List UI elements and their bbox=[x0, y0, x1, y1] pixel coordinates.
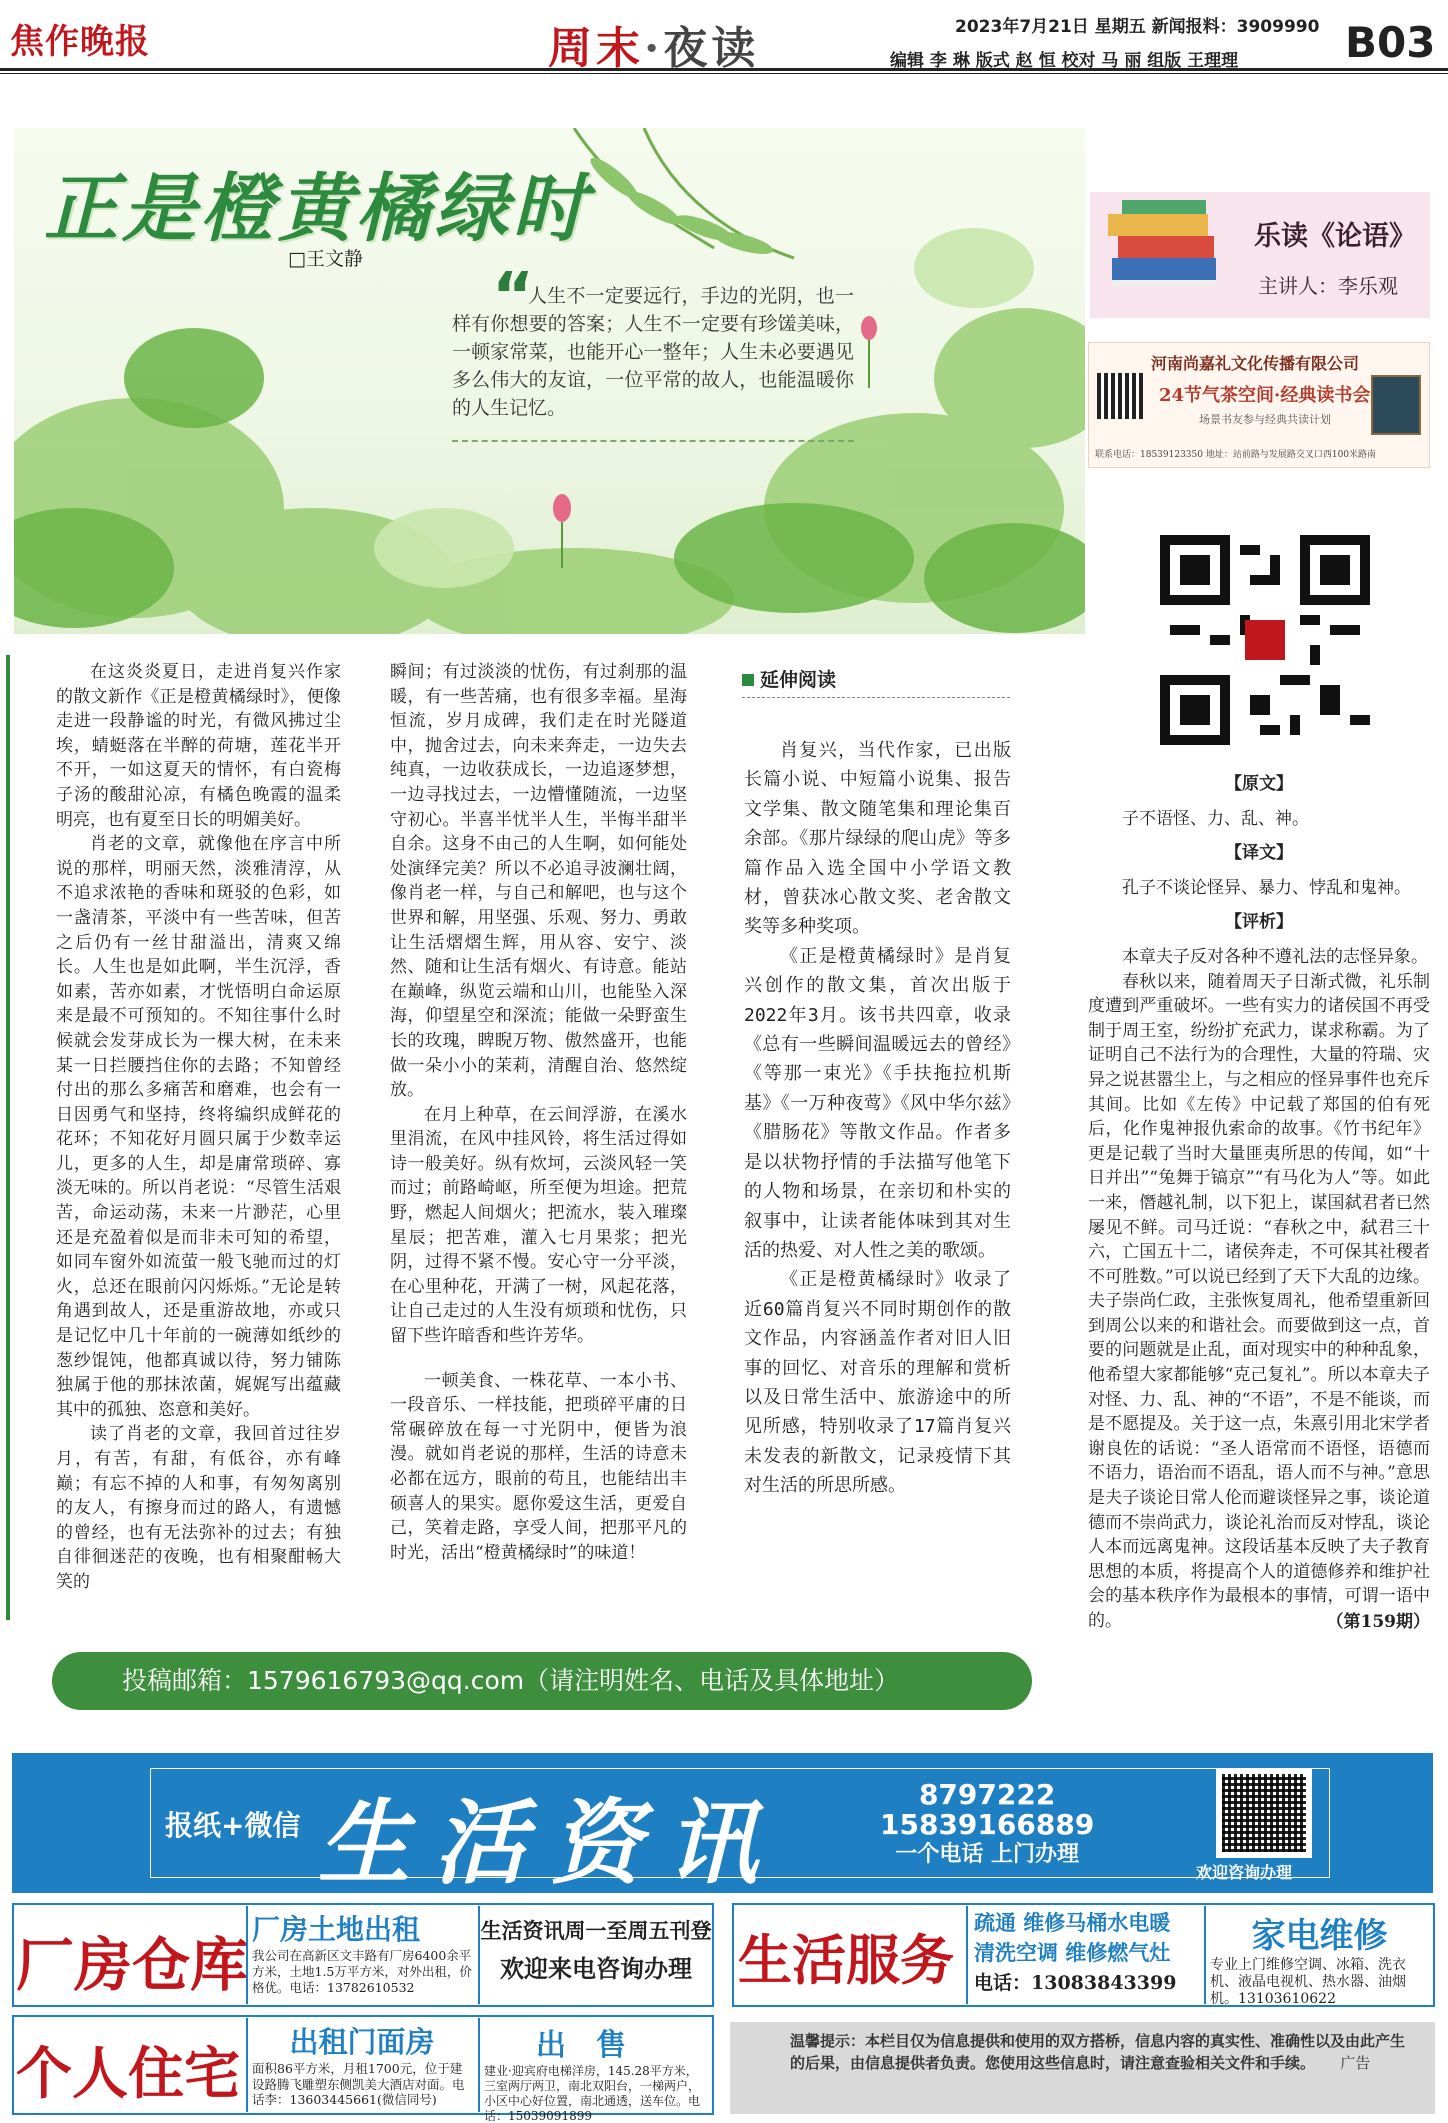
life-service-label: 生活服务 bbox=[738, 1929, 954, 1992]
life-info-prefix: 报纸+微信 bbox=[165, 1809, 301, 1842]
qr-pattern-icon bbox=[1222, 1774, 1306, 1852]
article-paragraph: 肖老的文章，就像他在序言中所说的那样，明丽天然，淡雅清淳，从不追求浓艳的香味和斑驳的色彩，如一盏清茶，平淡中有一些苦味，但苦之后仍有一丝甘甜溢出，清爽又绵长。人生也是如此啊，半生沉浮，香如素，苦亦如素，才恍悟明白命运原来是最不可预知的。不知往事什么时候就会发芽成长为一棵大树，在未来某一日拦腰挡住你的去路；不知曾经付出的那么多痛苦和磨难，也会有一日因勇气和坚持，终将编织成鲜花的花环；不知花好月圆只属于少数幸运儿，更多的人生，却是庸常琐碎、寡淡无味的。所以肖老说：“尽管生活艰苦，命运动荡，未来一片渺茫，心里还是充盈着似是而非未可知的希望，如同车窗外如流萤一般飞驰而过的灯火，总还在眼前闪闪烁烁。”无论是转角遇到故人，还是重游故地，亦或只是记忆中几十年前的一碗薄如纸纱的葱纱馄饨，他都真诚以待，努力铺陈独属于他的那抹浓菌，娓娓写出蕴藏其中的孤独、恣意和美好。 bbox=[56, 834, 341, 1420]
issue-number: （第159期） bbox=[1326, 1611, 1430, 1632]
article-pull-quote: 人生不一定要远行，手边的光阴，也一样有你想要的答案；人生不一定要有珍馐美味，一顿家常菜，也能开心一整年；人生未必要遇见多么伟大的友谊，一位平常的故人，也能温暖你的人生记忆。 bbox=[452, 285, 854, 419]
extended-paragraph: 《正是橙黄橘绿时》是肖复兴创作的散文集，首次出版于2022年3月。该书共四章，收录《总有一些瞬间温暖远去的曾经》《等那一束光》《手扶拖拉机斯基》《一万种夜莺》《风中华尔兹》《腊肠花》等散文作品。作者多是以状物抒情的手法描写他笔下的人物和场景，在亲切和朴实的叙事中，让读者能体味到其对生活的热爱、对人性之美的歌颂。 bbox=[744, 945, 1011, 1261]
weekly-ad bbox=[478, 1906, 712, 2004]
yuanwen-heading: 【原文】 bbox=[1225, 774, 1293, 794]
quote-divider bbox=[452, 440, 854, 442]
life-qr-caption: 欢迎咨询办理 bbox=[1196, 1863, 1293, 1882]
pingxi-paragraph: 本章夫子反对各种不遵礼法的志怪异象。 bbox=[1122, 946, 1428, 967]
life-service-line-2: 清洗空调 维修燃气灶 bbox=[974, 1941, 1171, 1965]
life-slogan: 一个电话 上门办理 bbox=[895, 1842, 1079, 1867]
ad-qr-icon bbox=[1097, 373, 1143, 419]
header-rule bbox=[0, 68, 1448, 74]
article-side-bar bbox=[6, 655, 10, 1620]
page-number: B03 bbox=[1345, 18, 1436, 67]
paper-name: 焦作晚报 bbox=[10, 22, 150, 62]
section-name: 周末 bbox=[548, 23, 644, 74]
ad-company-name: 河南尚嘉礼文化传播有限公司 bbox=[1151, 354, 1360, 373]
appliance-ad bbox=[1204, 1906, 1433, 2007]
sale-body: 建业·迎宾府电梯洋房，145.28平方米，三室两厅两卫，南北双阳台，一梯两户，小区中心好位置，南北通透，送车位。电话：15039091899 bbox=[484, 2064, 701, 2123]
submission-email-bar: 投稿邮箱：1579616793@qq.com（请注明姓名、电话及具体地址） bbox=[52, 1652, 1032, 1710]
sale-title: 出售 bbox=[536, 2028, 656, 2063]
ad-book-icon bbox=[1371, 375, 1421, 435]
lunyu-content bbox=[1088, 772, 1430, 1634]
appliance-title: 家电维修 bbox=[1251, 1916, 1388, 1956]
extended-reading-column bbox=[744, 736, 1011, 1501]
extended-paragraph: 《正是橙黄橘绿时》收录了近60篇肖复兴不同时期创作的散文作品，内容涵盖作者对旧人旧事的回忆、对音乐的理解和赏析以及日常生活中、旅游途中的所见所感，特别收录了17篇肖复兴未发表的新散文，记录疫情下其对生活的所思所感。 bbox=[744, 1269, 1011, 1497]
factory-ad bbox=[246, 1906, 476, 2004]
weekly-line-2: 欢迎来电咨询办理 bbox=[500, 1954, 692, 1983]
article-paragraph: 一顿美食、一株花草、一本小书、一段音乐、一样技能，把琐碎平庸的日常碾碎放在每一寸光阴中，便皆为浪漫。就如肖老说的那样，生活的诗意未必都在远方，眼前的苟且，也能结出丰硕喜人的果实。愿你爱这生活，更爱自己，笑着走路，享受人间，把那平凡的时光，活出“橙黄橘绿时”的味道！ bbox=[390, 1370, 687, 1563]
life-phone-2: 15839166889 bbox=[880, 1808, 1095, 1841]
ad-contact: 联系电话：18539123350 地址：站前路与发展路交叉口西100米路南 bbox=[1095, 450, 1377, 460]
article-paragraph: 瞬间；有过淡淡的忧伤，有过刹那的温暖，有一些苦痛，也有很多幸福。星海恒流，岁月成碑，我们走在时光隧道中，抛舍过去，向未来奔走，一边失去纯真，一边收获成长，一边追逐梦想，一边寻找过去，一边懵懂随流，一边坚守初心。半喜半忧半人生，半悔半甜半自余。这身不由己的人生啊，如何能处处演绎完美？所以不必追寻波澜壮阔，像肖老一样，与自己和解吧，也与这个世界和解，用坚强、乐观、努力、勇敢让生活熠熠生辉，用从容、安宁、淡然、随和让生活有烟火、有诗意。能站在巅峰，纵览云端和山川，也能坠入深海，仰望星空和深流；能做一朵野蛮生长的玫瑰，睥睨万物、傲然盛开，也能做一朵小小的茉莉，清醒自治、悠然绽放。 bbox=[390, 662, 687, 1101]
factory-label: 厂房仓库 bbox=[16, 1931, 249, 1999]
life-service-phone: 电话：13083843399 bbox=[974, 1972, 1177, 1994]
ad-slogan: 24节气茶空间·经典读书会 bbox=[1159, 385, 1371, 406]
extended-reading-heading: 延伸阅读 bbox=[742, 665, 836, 692]
lunyu-title: 乐读《论语》 bbox=[1254, 221, 1416, 252]
housing-label: 个人住宅 bbox=[16, 2042, 240, 2107]
date-line: 2023年7月21日 星期五 新闻报料：3909990 bbox=[955, 17, 1320, 37]
life-service-ad bbox=[966, 1906, 1202, 2004]
life-service-line-1: 疏通 维修马桶水电暖 bbox=[974, 1911, 1171, 1935]
life-phone-1: 8797222 bbox=[918, 1778, 1056, 1811]
notice-text: 温馨提示：本栏目仅为信息提供和使用的双方搭桥，信息内容的真实性、准确性以及由此产生的后果，由信息提供者负责。您使用这些信息时，请注意查验相关文件和手续。 bbox=[790, 2032, 1406, 2072]
housing-ad bbox=[246, 2018, 476, 2112]
article-paragraph: 在月上种草，在云间浮游，在溪水里涓流，在风中挂风铃，将生活过得如诗一般美好。纵有炊坷，云淡风轻一笑而过；前路崎岖，所至便为坦途。把荒野，燃起人间烟火；把流水，装入璀璨星辰；把苦难，灌入七月果浆；把光阴，过得不紧不慢。安心守一分平淡，在心里种花，开满了一树，风起花落，让自己走过的人生没有烦琐和忧伤，只留下些许暗香和些许芳华。 bbox=[390, 1104, 687, 1347]
article-paragraph: 读了肖老的文章，我回首过往岁月，有苦，有甜，有低谷，亦有峰巅；有忘不掉的人和事，有匆匆离别的友人，有擦身而过的路人，有遗憾的曾经，也有无法弥补的过去；有独自徘徊迷茫的夜晚，也有相聚酣畅大笑的 bbox=[56, 1424, 341, 1592]
yiwen-text: 孔子不谈论怪异、暴力、悖乱和鬼神。 bbox=[1122, 877, 1411, 898]
article-title: 正是橙黄橘绿时 bbox=[44, 166, 590, 252]
notice-tag: 广告 bbox=[1340, 2054, 1371, 2072]
housing-body: 面积86平方米，月租1700元，位于建设路腾飞雕塑东侧凯美大酒店对面。电话李：13603445661(微信同号) bbox=[252, 2061, 465, 2107]
article-column-1 bbox=[56, 660, 341, 1595]
article-column-2 bbox=[390, 660, 687, 1565]
appliance-body: 专业上门维修空调、冰箱、洗衣机、液晶电视机、热水器、油烟机。13103610622 bbox=[1210, 1957, 1406, 2007]
article-byline: □王文静 bbox=[288, 248, 363, 270]
sale-ad bbox=[478, 2018, 712, 2123]
life-info-phones bbox=[880, 1780, 1094, 1870]
books-icon bbox=[1104, 196, 1224, 292]
disclaimer-notice bbox=[730, 2022, 1435, 2114]
quote-mark-icon: “ bbox=[492, 260, 535, 334]
life-info-title: 生活资讯 bbox=[318, 1790, 783, 1897]
article-paragraph: 在这炎炎夏日，走进肖复兴作家的散文新作《正是橙黄橘绿时》，便像走进一段静谧的时光，有微风拂过尘埃，蜻蜓落在半醉的荷塘，莲花半开不开，一如这夏天的情怀，有白瓷梅子汤的酸甜沁凉，有橘色晚霞的温柔明亮，也有夏至日长的明媚美好。 bbox=[56, 662, 341, 830]
section-sub: 夜读 bbox=[663, 23, 760, 74]
staff-line: 编辑 李 琳 版式 赵 恒 校对 马 丽 组版 王理理 bbox=[890, 51, 1239, 71]
weekly-line-1: 生活资讯周一至周五刊登 bbox=[480, 1918, 712, 1943]
yiwen-heading: 【译文】 bbox=[1225, 843, 1293, 864]
company-ad bbox=[1088, 342, 1430, 468]
ad-small-text: 场景书友参与经典共读计划 bbox=[1199, 413, 1331, 426]
extended-reading-divider bbox=[742, 697, 1010, 698]
wechat-qr-code bbox=[1160, 535, 1370, 745]
housing-title: 出租门面房 bbox=[289, 2025, 435, 2059]
pingxi-paragraph: 春秋以来，随着周天子日渐式微，礼乐制度遭到严重破坏。一些有实力的诸侯国不再受制于周王室，纷纷扩充武力，谋求称霸。为了证明自己不法行为的合理性，大量的符瑞、灾异之说甚嚣尘上，与之相应的怪异事件也充斥其间。比如《左传》中记载了郑国的伯有死后，化作鬼神报仇索命的故事。《竹书纪年》更是记载了当时大量匪夷所思的传闻，如“十日并出”“兔舞于镐京”“有马化为人”等。如此一来，僭越礼制，以下犯上，谋国弑君者已然屡见不鲜。司马迁说：“春秋之中，弑君三十六，亡国五十二，诸侯奔走，不可保其社稷者不可胜数。”可以说已经到了天下大乱的边缘。夫子崇尚仁政，主张恢复周礼，他希望重新回到周公以来的和谐社会。而要做到这一点，首要的问题就是止乱，面对现实中的种种乱象，他希望大家都能够“克己复礼”。所以本章夫子对怪、力、乱、神的“不语”，不是不能谈，而是不愿提及。关于这一点，朱熹引用北宋学者谢良佐的话说：“圣人语常而不语怪，语德而不语力，语治而不语乱，语人而不与神。”意思是夫子谈论日常人伦而避谈怪异之事，谈论道德而不崇尚武力，谈论礼治而反对悖乱，谈论人本而远离鬼神。这段话基本反映了夫子教育思想的本质，将提高个人的道德修养和维护社会的基本秩序作为最根本的事情，可谓一语中的。 bbox=[1088, 971, 1430, 1631]
section-title: 周末·夜读 bbox=[548, 23, 760, 74]
extended-paragraph: 肖复兴，当代作家，已出版长篇小说、中短篇小说集、报告文学集、散文随笔集和理论集百余部。《那片绿绿的爬山虎》等多篇作品入选全国中小学语文教材，曾获冰心散文奖、老舍散文奖等多种奖项。 bbox=[744, 740, 1011, 938]
life-qr-code bbox=[1216, 1768, 1312, 1858]
yuanwen-text: 子不语怪、力、乱、神。 bbox=[1122, 808, 1309, 829]
lunyu-presenter: 主讲人：李乐观 bbox=[1258, 274, 1398, 298]
factory-title: 厂房土地出租 bbox=[252, 1913, 421, 1946]
factory-body: 我公司在高新区文丰路有厂房6400余平方米，土地1.5万平方米，对外出租，价格优。电话：13782610532 bbox=[252, 1948, 472, 1995]
pingxi-heading: 【评析】 bbox=[1225, 912, 1293, 933]
